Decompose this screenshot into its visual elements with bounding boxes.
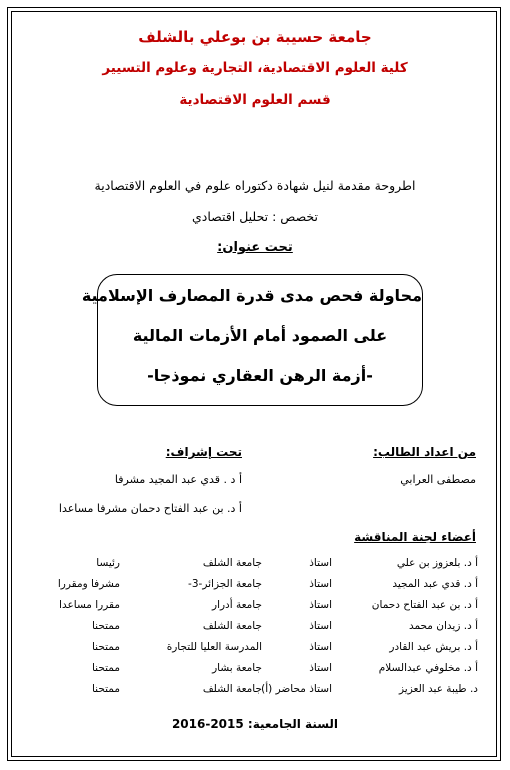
member-role: ممتحنا: [91, 620, 120, 632]
committee-row: [0, 578, 510, 596]
thesis-title-line-1: محاولة فحص مدى قدرة المصارف الإسلامية: [81, 286, 422, 305]
member-name: أ د. بلعزوز بن علي: [396, 557, 478, 569]
member-rank: استاذ: [309, 578, 332, 590]
committee-row: [0, 683, 510, 701]
committee-row: [0, 557, 510, 575]
co-supervisor: أ د. بن عبد الفتاح دحمان مشرفا مساعدا: [58, 502, 242, 515]
member-rank: استاذ: [309, 662, 332, 674]
member-rank: استاذ: [309, 641, 332, 653]
supervision-label: تحت إشراف:: [165, 445, 242, 459]
member-university: جامعة أدرار: [212, 599, 262, 611]
member-role: ممتحنا: [91, 662, 120, 674]
member-name: أ د. مخلوفي عبدالسلام: [378, 662, 478, 674]
member-name: أ د. قدي عبد المجيد: [392, 578, 478, 590]
university-name: جامعة حسيبة بن بوعلي بالشلف: [138, 28, 372, 46]
committee-row: [0, 662, 510, 680]
thesis-title-box: [81, 274, 423, 406]
member-role: ممتحنا: [91, 683, 120, 695]
member-university: المدرسة العليا للتجارة: [166, 641, 262, 653]
committee-row: [0, 641, 510, 659]
academic-year: السنة الجامعية: 2015-2016: [171, 717, 339, 731]
student-label: من اعداد الطالب:: [373, 445, 476, 459]
member-name: أ د. زيدان محمد: [408, 620, 478, 632]
member-rank: استاذ: [309, 599, 332, 611]
thesis-title-line-3: -أزمة الرهن العقاري نموذجا-: [147, 366, 373, 385]
member-role: مقررا مساعدا: [59, 599, 120, 611]
committee-label: أعضاء لجنة المناقشة: [354, 530, 476, 544]
title-label: تحت عنوان:: [217, 240, 293, 255]
faculty-name: كلية العلوم الاقتصادية، التجارية وعلوم التسيير: [102, 60, 408, 76]
member-university: جامعة بشار: [212, 662, 262, 674]
member-name: د. طيبة عبد العزيز: [399, 683, 478, 695]
member-university: جامعة الشلف: [202, 557, 262, 569]
member-name: أ د. بريش عبد القادر: [389, 641, 478, 653]
member-rank: استاذ: [309, 557, 332, 569]
member-role: رئيسا: [96, 557, 120, 569]
member-university: جامعة الجزائر-3-: [188, 578, 262, 590]
member-rank: استاذ محاضر (أ): [261, 683, 332, 695]
member-role: مشرفا ومقررا: [57, 578, 120, 590]
member-name: أ د. بن عبد الفتاح دحمان: [371, 599, 478, 611]
thesis-title-line-2: على الصمود أمام الأزمات المالية: [132, 326, 388, 345]
thesis-specialty: تخصص : تحليل اقتصادي: [192, 209, 318, 224]
committee-row: [0, 599, 510, 617]
member-role: ممتحنا: [91, 641, 120, 653]
supervisor: أ د . قدي عبد المجيد مشرفا: [114, 473, 242, 486]
student-name: مصطفى العرابي: [400, 473, 476, 486]
committee-row: [0, 620, 510, 638]
member-rank: استاذ: [309, 620, 332, 632]
thesis-description: اطروحة مقدمة لنيل شهادة دكتوراه علوم في العلوم الاقتصادية: [94, 178, 416, 193]
member-university: جامعة الشلف: [202, 620, 262, 632]
member-university: جامعة الشلف: [202, 683, 262, 695]
department-name: قسم العلوم الاقتصادية: [179, 92, 331, 108]
